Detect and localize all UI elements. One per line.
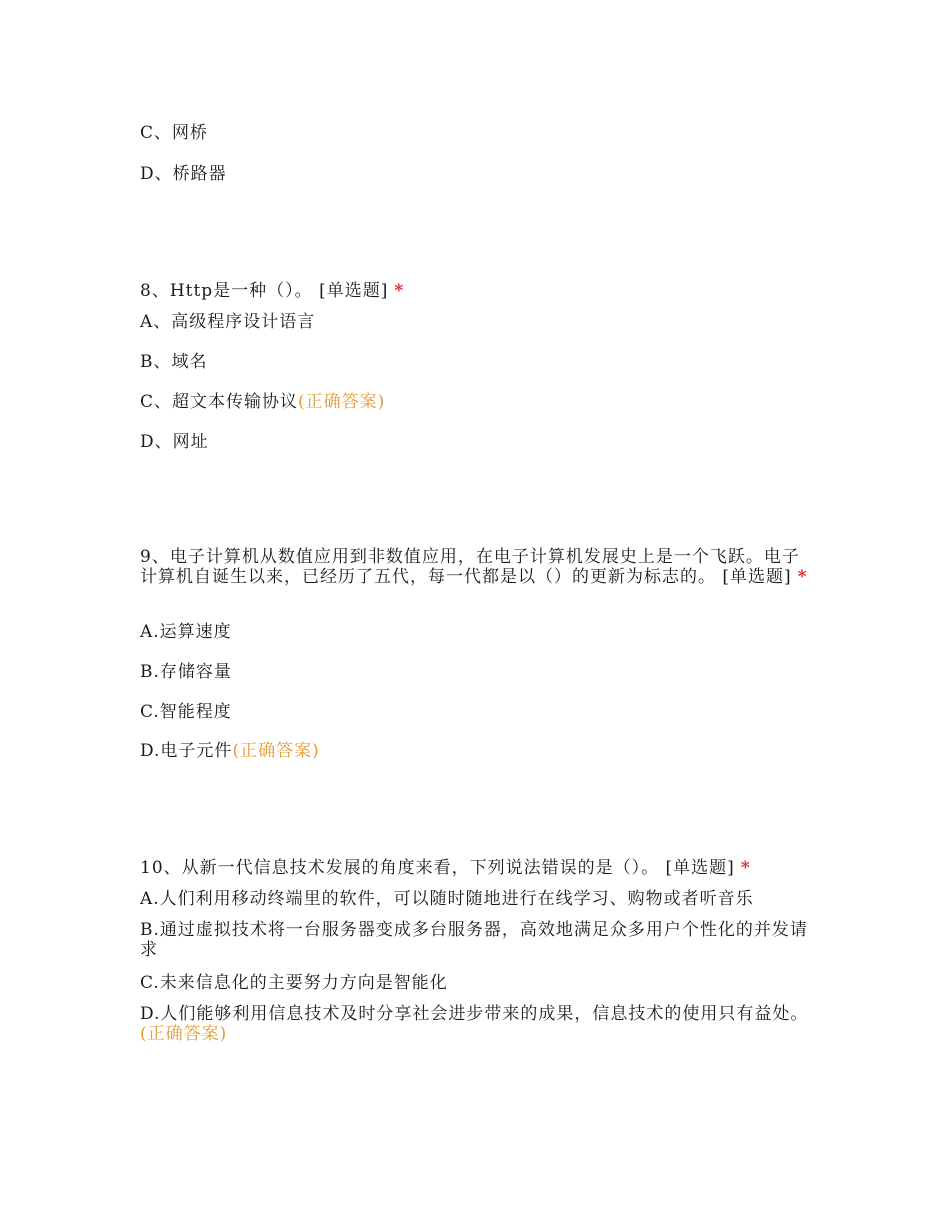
q10-required-mark: * xyxy=(740,858,751,878)
q7-option-d: D、桥路器 xyxy=(140,164,227,184)
q9-option-d xyxy=(140,741,320,761)
q9-option-c: C.智能程度 xyxy=(140,702,232,722)
q10-option-b: B.通过虚拟技术将一台服务器变成多台服务器，高效地满足众多用户个性化的并发请求 xyxy=(140,920,808,960)
q8-option-b: B、域名 xyxy=(140,352,208,372)
q9-stem-text: 9、电子计算机从数值应用到非数值应用，在电子计算机发展史上是一个飞跃。电子计算机自诞生以来，已经历了五代，每一代都是以（）的更新为标志的。 [单选题] xyxy=(140,547,800,587)
q8-option-d: D、网址 xyxy=(140,432,209,452)
q9-correct-answer-tag: (正确答案) xyxy=(232,741,320,761)
q8-option-c xyxy=(140,392,385,412)
q9-stem xyxy=(140,547,812,587)
q10-option-a: A.人们利用移动终端里的软件，可以随时随地进行在线学习、购物或者听音乐 xyxy=(140,889,754,909)
q10-option-d-text: D.人们能够利用信息技术及时分享社会进步带来的成果，信息技术的使用只有益处。 xyxy=(140,1004,809,1024)
q8-stem xyxy=(140,281,404,301)
q10-option-c: C.未来信息化的主要努力方向是智能化 xyxy=(140,973,448,993)
q10-stem xyxy=(140,858,751,878)
q9-option-a: A.运算速度 xyxy=(140,622,232,642)
q10-correct-answer-tag: (正确答案) xyxy=(140,1024,228,1044)
q8-correct-answer-tag: (正确答案) xyxy=(298,392,386,412)
q7-option-c: C、网桥 xyxy=(140,123,209,143)
q10-option-d xyxy=(140,1004,812,1044)
q9-option-b: B.存储容量 xyxy=(140,662,232,682)
q8-option-a: A、高级程序设计语言 xyxy=(140,312,316,332)
q9-option-d-text: D.电子元件 xyxy=(140,741,233,761)
q9-required-mark: * xyxy=(797,567,808,587)
q8-stem-text: 8、Http是一种（）。 [单选题] xyxy=(140,281,389,301)
q8-option-c-text: C、超文本传输协议 xyxy=(140,392,299,412)
q8-required-mark: * xyxy=(394,281,405,301)
q10-stem-text: 10、从新一代信息技术发展的角度来看，下列说法错误的是（）。 [单选题] xyxy=(140,858,735,878)
